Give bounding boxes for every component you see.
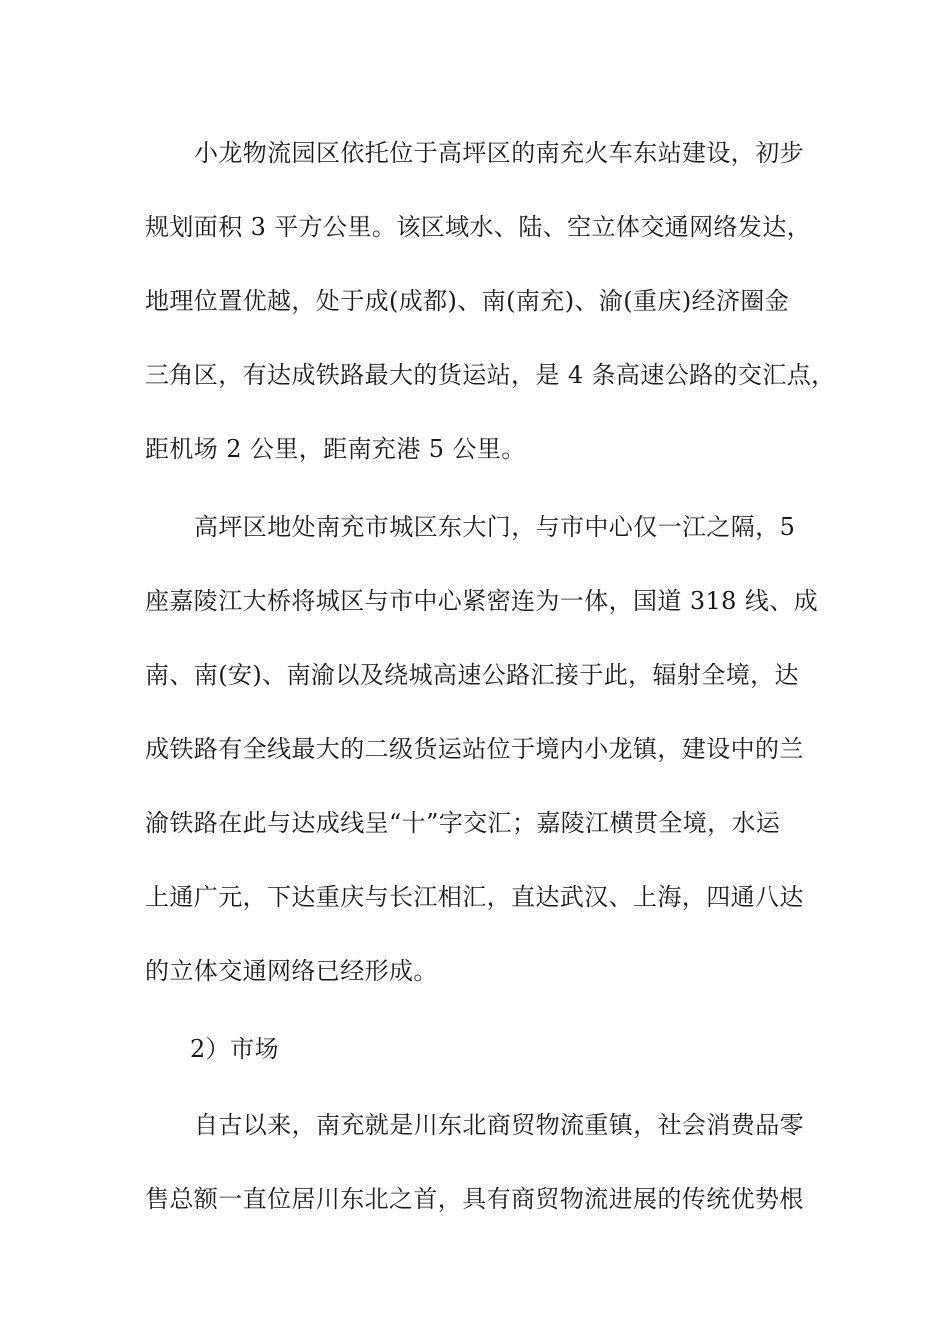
- text-line: 高坪区地处南充市城区东大门，与市中心仅一江之隔，5: [194, 513, 796, 541]
- text-line: 上通广元，下达重庆与长江相汇，直达武汉、上海，四通八达: [145, 883, 804, 911]
- text-line: 座嘉陵江大桥将城区与市中心紧密连为一体，国道 318 线、成: [145, 587, 819, 615]
- text-line: 地理位置优越，处于成(成都)、南(南充)、渝(重庆)经济圈金: [145, 287, 790, 315]
- text-line: 三角区，有达成铁路最大的货运站，是 4 条高速公路的交汇点，: [145, 361, 836, 389]
- section-heading: 2）市场: [190, 1035, 279, 1063]
- text-line: 渝铁路在此与达成线呈“十”字交汇；嘉陵江横贯全境，水运: [145, 809, 781, 837]
- text-line: 南、南(安)、南渝以及绕城高速公路汇接于此，辐射全境，达: [145, 661, 799, 689]
- text-line: 成铁路有全线最大的二级货运站位于境内小龙镇，建设中的兰: [145, 735, 804, 763]
- text-line: 距机场 2 公里，距南充港 5 公里。: [145, 435, 526, 463]
- text-line: 规划面积 3 平方公里。该区域水、陆、空立体交通网络发达，: [145, 213, 812, 241]
- text-line: 自古以来，南充就是川东北商贸物流重镇，社会消费品零: [194, 1111, 804, 1139]
- text-line: 的立体交通网络已经形成。: [145, 957, 438, 985]
- text-line: 小龙物流园区依托位于高坪区的南充火车东站建设，初步: [194, 139, 804, 167]
- text-line: 售总额一直位居川东北之首，具有商贸物流进展的传统优势根: [145, 1185, 804, 1213]
